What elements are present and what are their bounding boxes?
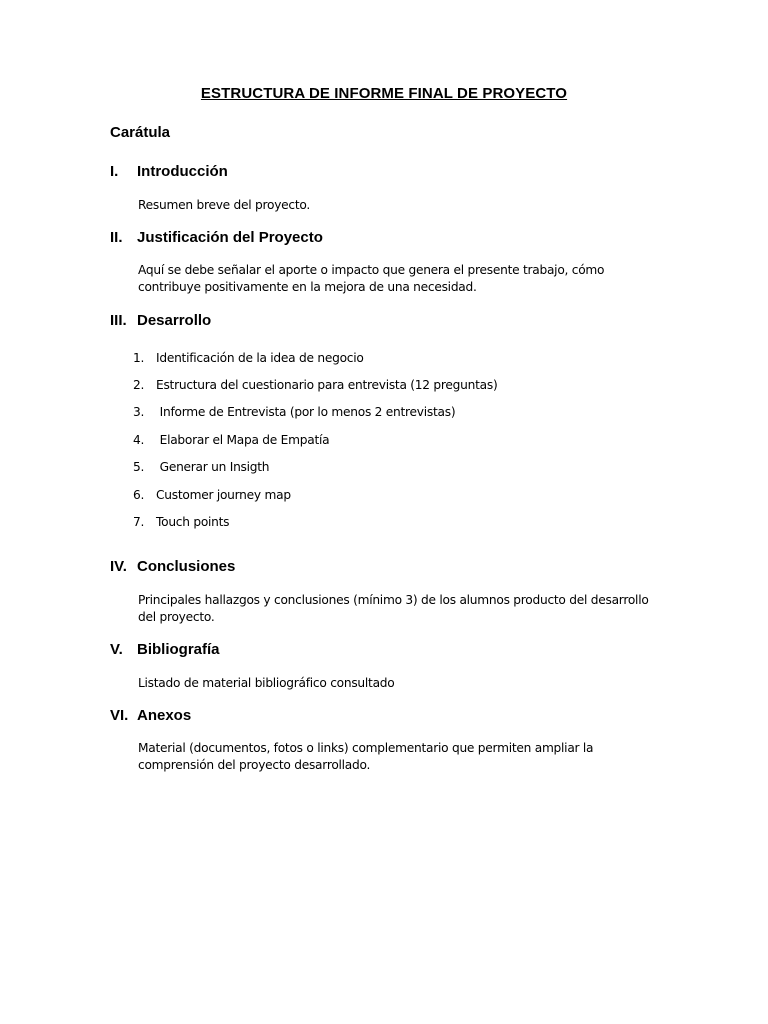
body-line: Resumen breve del proyecto. — [138, 198, 311, 212]
list-text: Generar un Insigth — [156, 460, 270, 474]
body-line: Aquí se debe señalar el aporte o impacto que genera el presente trabajo, cómo — [138, 263, 605, 277]
list-number: 5. — [133, 460, 145, 474]
section-number: I. — [110, 163, 119, 180]
section-title: Justificación del Proyecto — [137, 229, 323, 246]
section-number: V. — [110, 641, 123, 658]
document-title: ESTRUCTURA DE INFORME FINAL DE PROYECTO — [200, 85, 568, 102]
section-bibliografia-heading — [110, 641, 220, 658]
caratula-heading: Carátula — [110, 124, 171, 141]
list-text: Customer journey map — [156, 488, 291, 502]
section-introduccion-body — [138, 197, 658, 214]
list-text: Estructura del cuestionario para entrevista (12 preguntas) — [156, 378, 498, 392]
section-conclusiones-body — [138, 592, 698, 625]
list-number: 6. — [133, 488, 145, 502]
section-number: II. — [110, 229, 123, 246]
section-introduccion-heading — [110, 163, 228, 180]
list-text: Identificación de la idea de negocio — [156, 351, 364, 365]
list-item — [133, 351, 364, 365]
section-number: IV. — [110, 558, 127, 575]
list-text: Elaborar el Mapa de Empatía — [156, 433, 330, 447]
section-number: VI. — [110, 707, 129, 724]
section-anexos-heading — [110, 707, 191, 724]
section-title: Conclusiones — [137, 558, 236, 575]
list-item — [133, 488, 291, 502]
section-title: Anexos — [137, 707, 192, 724]
section-conclusiones-heading — [110, 558, 235, 575]
section-justificacion-body — [138, 262, 658, 295]
list-number: 4. — [133, 433, 145, 447]
list-item — [133, 515, 229, 529]
body-line: contribuye positivamente en la mejora de una necesidad. — [138, 279, 477, 294]
section-desarrollo-heading — [110, 312, 211, 329]
list-number: 1. — [133, 351, 145, 365]
section-anexos-body — [138, 740, 658, 773]
body-line: Listado de material bibliográfico consultado — [138, 676, 395, 690]
list-number: 3. — [133, 405, 145, 419]
section-justificacion-heading — [110, 229, 323, 246]
body-line: comprensión del proyecto desarrollado. — [138, 757, 371, 772]
body-line: del proyecto. — [138, 609, 215, 624]
section-title: Desarrollo — [137, 312, 212, 329]
body-line: Material (documentos, fotos o links) complementario que permiten ampliar la — [138, 741, 594, 755]
list-number: 2. — [133, 378, 145, 392]
list-text: Informe de Entrevista (por lo menos 2 entrevistas) — [156, 405, 456, 419]
section-number: III. — [110, 312, 127, 329]
list-text: Touch points — [156, 515, 230, 529]
section-title: Introducción — [137, 163, 228, 180]
list-item — [133, 405, 455, 419]
list-item — [133, 378, 497, 392]
body-line: Principales hallazgos y conclusiones (mínimo 3) de los alumnos producto del desarrollo — [138, 593, 649, 607]
section-bibliografia-body — [138, 675, 658, 692]
list-item — [133, 433, 329, 447]
section-title: Bibliografía — [137, 641, 220, 658]
list-item — [133, 460, 269, 474]
list-number: 7. — [133, 515, 145, 529]
